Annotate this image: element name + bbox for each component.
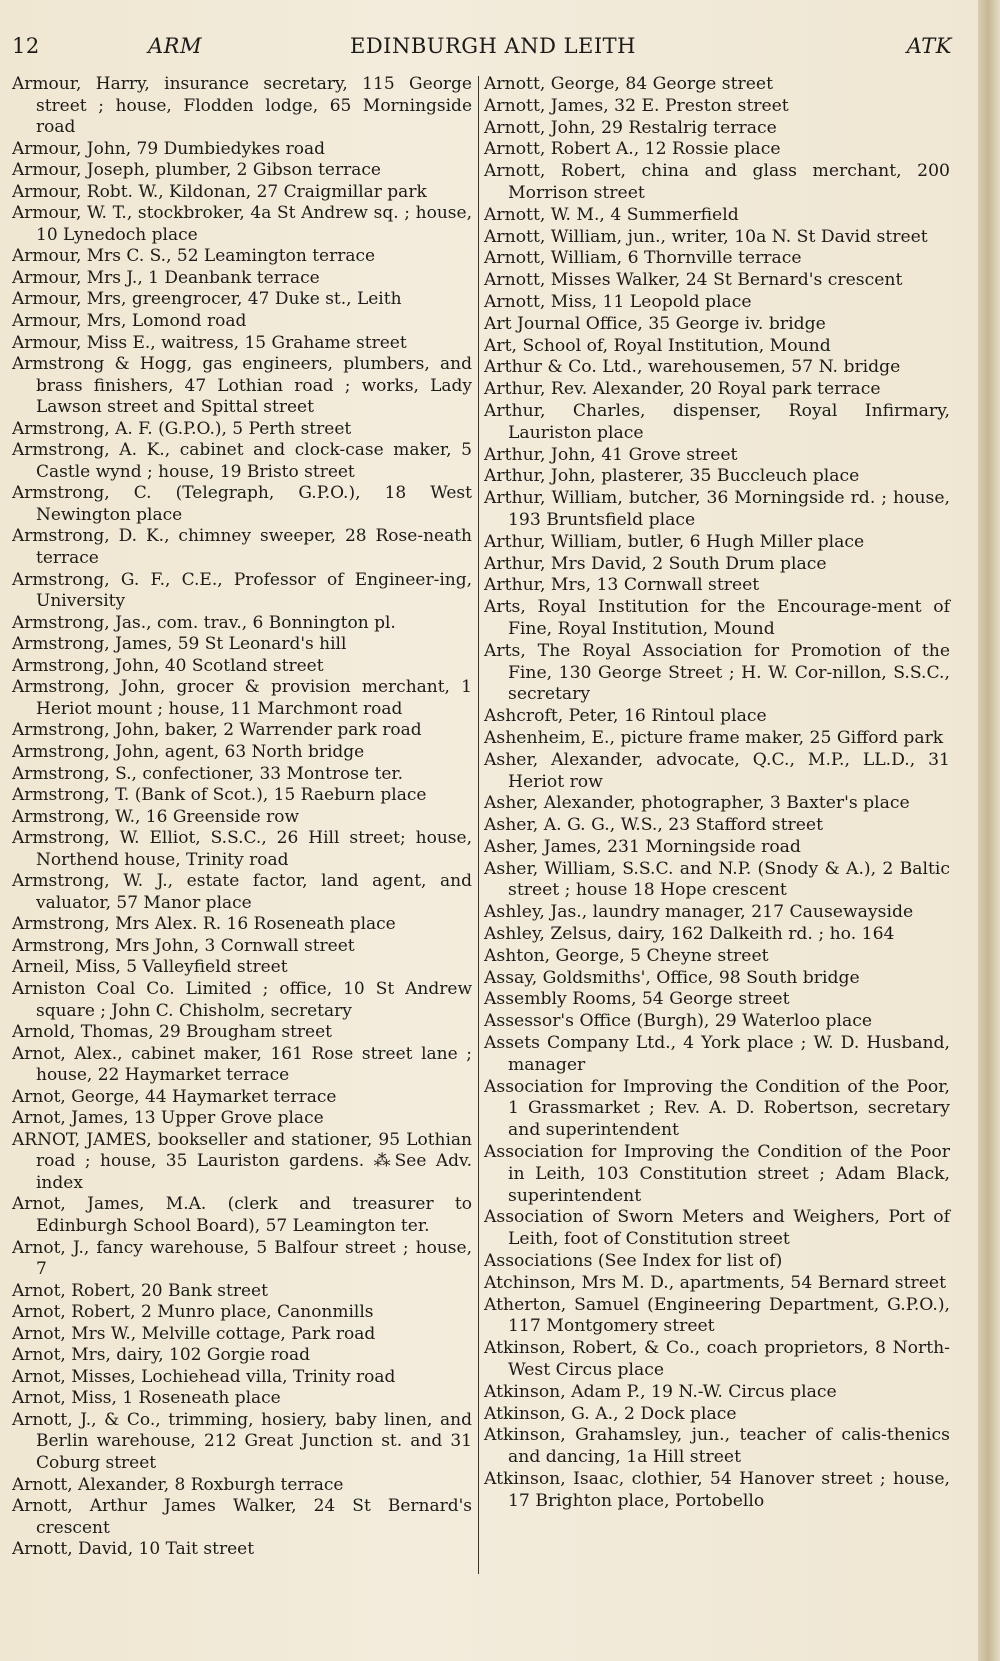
directory-entry: Arnott, James, 32 E. Preston street (484, 95, 789, 116)
directory-entry: Armstrong, John, baker, 2 Warrender park road (12, 720, 422, 741)
directory-entry: Armour, Mrs C. S., 52 Leamington terrace (12, 246, 376, 267)
directory-entry: Art, School of, Royal Institution, Mound (484, 335, 831, 356)
directory-entry: Arnot, Mrs W., Melville cottage, Park road (12, 1323, 376, 1344)
directory-entry: Arts, Royal Institution for the Encourage-ment of Fine, Royal Institution, Mound (484, 597, 950, 639)
directory-entry: Armstrong & Hogg, gas engineers, plumbers, and brass finishers, 47 Lothian road ; works, Lady Lawson street and Spittal street (12, 354, 472, 418)
directory-entry: Arnott, Alexander, 8 Roxburgh terrace (12, 1474, 344, 1495)
directory-entry: Ashley, Zelsus, dairy, 162 Dalkeith rd. ; ho. 164 (484, 924, 895, 945)
directory-entry: Arnot, Misses, Lochiehead villa, Trinity road (12, 1366, 396, 1387)
directory-entry: Asher, William, S.S.C. and N.P. (Snody & A.), 2 Baltic street ; house 18 Hope crescent (484, 858, 950, 901)
directory-entry: Association of Sworn Meters and Weighers, Port of Leith, foot of Constitution street (484, 1207, 950, 1250)
right-column (484, 74, 950, 1513)
directory-entry: Arneil, Miss, 5 Valleyfield street (12, 957, 288, 978)
directory-entry: Arniston Coal Co. Limited ; office, 10 St Andrew square ; John C. Chisholm, secretary (12, 978, 472, 1021)
directory-entry: Arnott, William, jun., writer, 10a N. St David street (484, 226, 928, 247)
directory-entry: Arnott, David, 10 Tait street (12, 1539, 255, 1560)
directory-entry: Atkinson, Robert, & Co., coach proprietors, 8 North-West Circus place (484, 1338, 950, 1381)
directory-entry: Arnold, Thomas, 29 Brougham street (12, 1022, 332, 1043)
directory-entry: Arnot, James, 13 Upper Grove place (12, 1108, 324, 1129)
directory-entry: Asher, A. G. G., W.S., 23 Stafford street (484, 815, 823, 836)
directory-entry: Atchinson, Mrs M. D., apartments, 54 Bernard street (484, 1272, 946, 1293)
left-column (12, 74, 472, 1561)
directory-entry: Asher, Alexander, advocate, Q.C., M.P., LL.D., 31 Heriot row (484, 749, 950, 792)
left-guide-word: ARM (148, 34, 202, 58)
directory-entry: Armstrong, A. K., cabinet and clock-case maker, 5 Castle wynd ; house, 19 Bristo street (12, 440, 472, 482)
directory-entry: Arnott, J., & Co., trimming, hosiery, baby linen, and Berlin warehouse, 212 Great Junction st. and 31 Coburg street (12, 1409, 472, 1473)
directory-entry: Arnott, Misses Walker, 24 St Bernard's crescent (484, 270, 903, 291)
directory-entry: Arnott, Arthur James Walker, 24 St Bernard's crescent (12, 1496, 472, 1538)
directory-entry: Armstrong, W. Elliot, S.S.C., 26 Hill street; house, Northend house, Trinity road (12, 828, 472, 870)
directory-entry: Ashton, George, 5 Cheyne street (484, 945, 769, 966)
directory-entry: Asher, Alexander, photographer, 3 Baxter's place (484, 793, 910, 814)
directory-entry: Arnott, John, 29 Restalrig terrace (484, 117, 777, 138)
directory-entry: Assessor's Office (Burgh), 29 Waterloo place (484, 1011, 873, 1032)
directory-entry: Arthur & Co. Ltd., warehousemen, 57 N. bridge (484, 357, 901, 378)
directory-entry: Arthur, William, butcher, 36 Morningside rd. ; house, 193 Bruntsfield place (484, 488, 950, 530)
directory-entry: Arnot, J., fancy warehouse, 5 Balfour street ; house, 7 (12, 1237, 472, 1280)
directory-entry: Armstrong, S., confectioner, 33 Montrose ter. (12, 763, 404, 784)
directory-entry: Armour, Harry, insurance secretary, 115 George street ; house, Flodden lodge, 65 Morningside road (12, 74, 472, 138)
directory-entry: Arthur, Charles, dispenser, Royal Infirmary, Lauriston place (484, 400, 950, 443)
page-number: 12 (12, 34, 40, 58)
directory-entry: Armstrong, John, 40 Scotland street (12, 655, 324, 676)
directory-entry: Arnott, Miss, 11 Leopold place (484, 291, 752, 312)
column-divider (478, 76, 479, 1574)
directory-entry: Ashley, Jas., laundry manager, 217 Causewayside (484, 902, 914, 923)
book-spine-edge (978, 0, 1000, 1661)
directory-entry: Arnott, Robert A., 12 Rossie place (484, 139, 781, 160)
directory-entry: Armour, Mrs J., 1 Deanbank terrace (12, 267, 320, 288)
running-header (12, 34, 974, 64)
directory-entry: Arnot, Mrs, dairy, 102 Gorgie road (12, 1345, 310, 1366)
directory-entry: Armour, Mrs, greengrocer, 47 Duke st., Leith (12, 289, 402, 310)
directory-entry: Arnot, Robert, 20 Bank street (12, 1280, 268, 1301)
directory-entry: Association for Improving the Condition of the Poor, 1 Grassmarket ; Rev. A. D. Robertson, secretary and superintendent (484, 1076, 950, 1141)
directory-entry: Art Journal Office, 35 George iv. bridge (484, 313, 826, 334)
directory-entry: Arthur, Rev. Alexander, 20 Royal park terrace (484, 379, 881, 400)
directory-entry: ARNOT, JAMES, bookseller and stationer, 95 Lothian road ; house, 35 Lauriston gardens. ⁂See Adv. index (12, 1129, 472, 1193)
directory-entry: Arts, The Royal Association for Promotion of the Fine, 130 George Street ; H. W. Cor-nillon, S.S.C., secretary (484, 640, 950, 705)
directory-entry: Arnot, Robert, 2 Munro place, Canonmills (12, 1302, 374, 1323)
directory-entry: Armour, W. T., stockbroker, 4a St Andrew sq. ; house, 10 Lynedoch place (12, 203, 472, 245)
directory-entry: Armour, Robt. W., Kildonan, 27 Craigmillar park (12, 181, 427, 202)
right-guide-word: ATK (906, 34, 952, 58)
directory-entry: Armour, Joseph, plumber, 2 Gibson terrace (12, 160, 381, 181)
directory-entry: Armstrong, W. J., estate factor, land agent, and valuator, 57 Manor place (12, 871, 472, 913)
directory-entry: Arnott, William, 6 Thornville terrace (484, 248, 802, 269)
directory-entry: Arthur, William, butler, 6 Hugh Miller place (484, 531, 865, 552)
directory-entry: Arthur, John, 41 Grove street (484, 444, 738, 465)
directory-entry: Arnot, Miss, 1 Roseneath place (12, 1388, 281, 1409)
directory-entry: Armstrong, C. (Telegraph, G.P.O.), 18 West Newington place (12, 483, 472, 525)
directory-entry: Armstrong, A. F. (G.P.O.), 5 Perth street (12, 418, 352, 439)
directory-entry: Association for Improving the Condition of the Poor in Leith, 103 Constitution street ; Adam Black, superintendent (484, 1142, 950, 1206)
directory-entry: Armstrong, G. F., C.E., Professor of Engineer-ing, University (12, 569, 472, 612)
directory-entry: Arnot, Alex., cabinet maker, 161 Rose street lane ; house, 22 Haymarket terrace (12, 1043, 472, 1086)
directory-entry: Arnott, Robert, china and glass merchant, 200 Morrison street (484, 161, 950, 203)
directory-entry: Armstrong, W., 16 Greenside row (12, 806, 300, 827)
page-title: EDINBURGH AND LEITH (350, 34, 636, 58)
directory-entry: Arthur, Mrs David, 2 South Drum place (484, 553, 827, 574)
directory-entry: Arthur, John, plasterer, 35 Buccleuch place (484, 466, 860, 487)
directory-entry: Associations (See Index for list of) (484, 1251, 783, 1272)
directory-entry: Atkinson, Isaac, clothier, 54 Hanover street ; house, 17 Brighton place, Portobello (484, 1469, 950, 1511)
directory-entry: Arnott, W. M., 4 Summerfield (484, 204, 739, 225)
directory-entry: Armstrong, James, 59 St Leonard's hill (12, 634, 347, 655)
directory-entry: Assay, Goldsmiths', Office, 98 South bridge (484, 967, 860, 988)
directory-entry: Arnot, James, M.A. (clerk and treasurer to Edinburgh School Board), 57 Leamington ter. (12, 1194, 472, 1236)
directory-entry: Ashenheim, E., picture frame maker, 25 Gifford park (484, 727, 944, 748)
directory-entry: Arnot, George, 44 Haymarket terrace (12, 1086, 337, 1107)
directory-entry: Armstrong, Mrs John, 3 Cornwall street (12, 935, 355, 956)
directory-entry: Armour, Miss E., waitress, 15 Grahame street (12, 332, 407, 353)
directory-entry: Arnott, George, 84 George street (484, 74, 773, 94)
directory-entry: Atkinson, Grahamsley, jun., teacher of calis-thenics and dancing, 1a Hill street (484, 1425, 950, 1468)
directory-entry: Armstrong, Mrs Alex. R. 16 Roseneath place (12, 914, 396, 935)
directory-entry: Armstrong, D. K., chimney sweeper, 28 Rose-neath terrace (12, 526, 472, 569)
directory-entry: Assets Company Ltd., 4 York place ; W. D. Husband, manager (484, 1033, 950, 1075)
directory-entry: Asher, James, 231 Morningside road (484, 836, 801, 857)
directory-entry: Atkinson, Adam P., 19 N.-W. Circus place (484, 1381, 837, 1402)
directory-entry: Atkinson, G. A., 2 Dock place (484, 1403, 737, 1424)
directory-entry: Armour, Mrs, Lomond road (12, 311, 247, 332)
directory-entry: Assembly Rooms, 54 George street (484, 989, 790, 1010)
directory-entry: Atherton, Samuel (Engineering Department, G.P.O.), 117 Montgomery street (484, 1294, 950, 1337)
directory-entry: Armstrong, Jas., com. trav., 6 Bonnington pl. (12, 612, 396, 633)
directory-entry: Armstrong, T. (Bank of Scot.), 15 Raeburn place (12, 785, 427, 806)
directory-entry: Arthur, Mrs, 13 Cornwall street (484, 575, 760, 596)
directory-entry: Armour, John, 79 Dumbiedykes road (12, 138, 325, 159)
directory-entry: Armstrong, John, agent, 63 North bridge (12, 741, 365, 762)
directory-entry: Ashcroft, Peter, 16 Rintoul place (484, 706, 767, 727)
directory-entry: Armstrong, John, grocer & provision merchant, 1 Heriot mount ; house, 11 Marchmont road (12, 677, 472, 719)
